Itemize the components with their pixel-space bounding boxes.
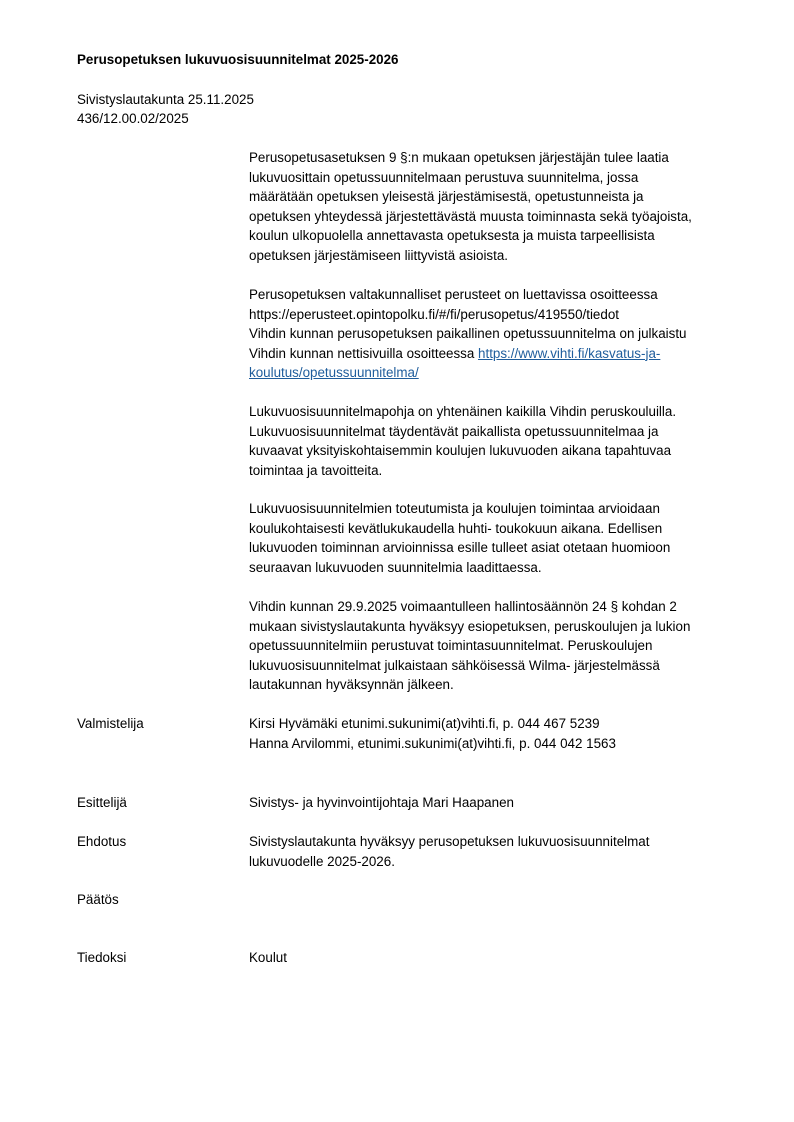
for-information-value: Koulut (249, 950, 287, 965)
preparer-label: Valmistelija (77, 716, 144, 731)
eperusteet-url: https://eperusteet.opintopolku.fi/#/fi/perusopetus/419550/tiedot (249, 306, 619, 322)
paragraph-regulation: Perusopetusasetuksen 9 §:n mukaan opetuksen järjestäjän tulee laatia lukuvuosittain opetussuunnitelmaan perustuva suunnitelma, jossa määrätään opetuksen yleisestä järjestämisestä, opetustunneista ja opetuksen yhteydessä järjestettävästä muusta toiminnasta sekä työajoista, koulun ulkopuolella annettavasta opetuksesta ja muista tarpeellisista opetuksen järjestämiseen liittyvistä asioista. (249, 150, 692, 263)
vihti-curriculum-link[interactable]: https://www.vihti.fi/kasvatus-ja- (478, 345, 661, 361)
preparer-value: Kirsi Hyvämäki etunimi.sukunimi(at)vihti.fi, p. 044 467 5239 Hanna Arvilommi, etunimi.sukunimi(at)vihti.fi, p. 044 042 1563 (249, 716, 616, 751)
vihti-curriculum-link-continued[interactable]: koulutus/opetussuunnitelma/ (249, 365, 419, 380)
proposal-value: Sivistyslautakunta hyväksyy perusopetuksen lukuvuosisuunnitelmat lukuvuodelle 2025-2026. (249, 834, 650, 869)
for-information-label: Tiedoksi (77, 950, 127, 965)
record-number: 436/12.00.02/2025 (77, 111, 189, 126)
meeting-info: Sivistyslautakunta 25.11.2025 (77, 92, 254, 107)
presenter-label: Esittelijä (77, 795, 127, 810)
paragraph-curriculum-links: Perusopetuksen valtakunnalliset perusteet on luettavissa osoitteessa https://eperusteet.opintopolku.fi/#/fi/perusopetus/419550/tiedot Vihdin kunnan perusopetuksen paikallinen opetussuunnitelma on julkaistu Vihdin kunnan nettisivuilla osoitteessa https://www.vihti.fi/kasvatus-ja- koulutus/opetussuunnitelma/ (249, 285, 769, 383)
decision-label: Päätös (77, 892, 119, 907)
paragraph-evaluation: Lukuvuosisuunnitelmien toteutumista ja koulujen toimintaa arvioidaan koulukohtaisesti kevätlukukaudella huhti- toukokuun aikana. Edellisen lukuvuoden toiminnan arvioinnissa esille tulleet asiat otetaan huomioon seuraavan lukuvuoden suunnitelmia laadittaessa. (249, 501, 671, 575)
paragraph-approval-rule: Vihdin kunnan 29.9.2025 voimaantulleen hallintosäännön 24 § kohdan 2 mukaan sivistyslautakunta hyväksyy esiopetuksen, peruskoulujen ja lukion opetussuunnitelmiin perustuvat toimintasuunnitelmat. Peruskoulujen lukuvuosisuunnitelmat julkaistaan sähköisessä Wilma- järjestelmässä lautakunnan hyväksynnän jälkeen. (249, 599, 691, 692)
document-title: Perusopetuksen lukuvuosisuunnitelmat 2025-2026 (77, 52, 399, 67)
proposal-label: Ehdotus (77, 834, 127, 849)
paragraph-plan-template: Lukuvuosisuunnitelmapohja on yhtenäinen kaikilla Vihdin peruskouluilla. Lukuvuosisuunnitelmat täydentävät paikallista opetussuunnitelmaa ja kuvaavat yksityiskohtaisemmin koulujen lukuvuoden aikana tapahtuvaa toimintaa ja tavoitteita. (249, 404, 677, 478)
presenter-value: Sivistys- ja hyvinvointijohtaja Mari Haapanen (249, 795, 514, 810)
